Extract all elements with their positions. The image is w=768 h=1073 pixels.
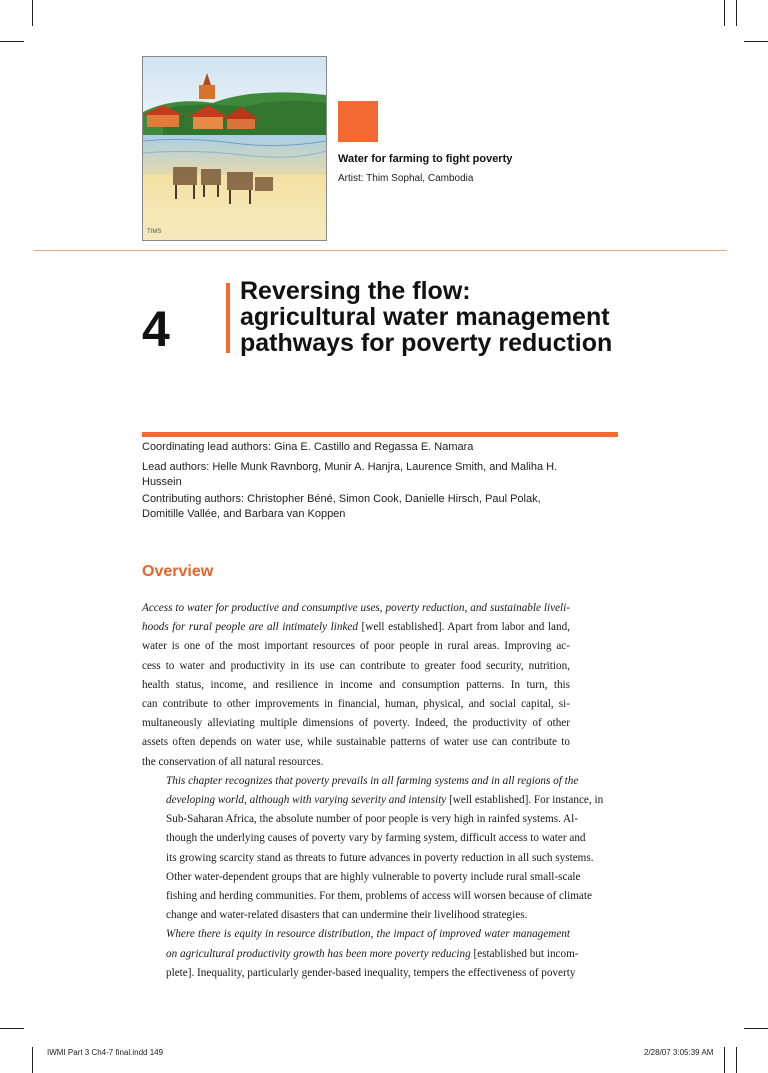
body-text-line: Access to water for productive and consumptive uses, poverty reduction, and sustainable liveli-	[142, 602, 570, 614]
illustration-caption-artist: Artist: Thim Sophal, Cambodia	[338, 173, 474, 184]
chapter-title-line: Reversing the flow:	[240, 277, 471, 305]
body-text-line: multaneously alleviating multiple dimensions of poverty. Indeed, the productivity of other	[142, 717, 570, 730]
crop-mark	[744, 41, 768, 42]
contributing-authors: Contributing authors: Christopher Béné, Simon Cook, Danielle Hirsch, Paul Polak, Domitille Vallée, and Barbara van Koppen	[142, 493, 541, 520]
body-text-line: its growing scarcity stand as threats to future advances in poverty reduction in all such systems.	[166, 851, 594, 864]
overview-paragraph-1	[142, 599, 570, 772]
crop-mark	[744, 1028, 768, 1029]
body-text-line: assets often depends on water use, while sustainable patterns of water use can contribute to	[142, 736, 570, 749]
crop-mark	[724, 0, 725, 26]
lead-authors: Lead authors: Helle Munk Ravnborg, Munir A. Hanjra, Laurence Smith, and Maliha H. Hussein	[142, 461, 558, 488]
authors-divider	[142, 432, 618, 437]
overview-body	[142, 599, 604, 983]
body-text-line: health status, income, and resilience in income and consumption patterns. In turn, this	[142, 678, 570, 691]
header-divider	[34, 250, 727, 251]
crop-mark	[32, 0, 33, 26]
body-text-line: can contribute to other improvements in financial, human, physical, and social capital, si-	[142, 698, 570, 711]
body-text-line: developing world, although with varying severity and intensity [well established]. For instance, in	[166, 794, 604, 807]
body-text-line: Sub-Saharan Africa, the absolute number of poor people is very high in rainfed systems. Al-	[166, 813, 578, 826]
crop-mark	[0, 41, 24, 42]
body-text-line: Where there is equity in resource distribution, the impact of improved water management	[166, 928, 570, 941]
crop-mark	[32, 1047, 33, 1073]
illustration-caption-title: Water for farming to fight poverty	[338, 153, 513, 165]
body-text-line: This chapter recognizes that poverty prevails in all farming systems and in all regions of the	[166, 774, 579, 787]
body-text-line: on agricultural productivity growth has been more poverty reducing [established but incom-	[166, 947, 579, 960]
overview-heading: Overview	[142, 563, 214, 580]
body-text-line: water is one of the most important resources of poor people in rural areas. Improving ac-	[142, 640, 570, 653]
artist-signature: TIMS	[147, 229, 162, 235]
title-accent-bar	[226, 283, 230, 353]
chapter-title	[240, 278, 680, 356]
footer-file-info: IWMI Part 3 Ch4-7 final.indd 149	[47, 1048, 164, 1057]
overview-paragraph-3	[142, 925, 579, 983]
body-text-line: plete]. Inequality, particularly gender-based inequality, tempers the effectiveness of poverty	[166, 966, 576, 979]
body-text-line: Other water-dependent groups that are highly vulnerable to poverty include rural small-scale	[166, 870, 581, 883]
crop-mark	[724, 1047, 725, 1073]
accent-square	[338, 101, 378, 142]
chapter-title-line: pathways for poverty reduction	[240, 329, 613, 357]
chapter-title-line: agricultural water management	[240, 303, 610, 331]
crop-mark	[736, 1047, 737, 1073]
body-text-line: hoods for rural people are all intimately linked [well established]. Apart from labor and land,	[142, 621, 570, 634]
body-text-line: change and water-related disasters that can undermine their livelihood strategies.	[166, 909, 528, 922]
village-painting	[143, 57, 326, 240]
chapter-number: 4	[142, 301, 170, 357]
chapter-illustration	[142, 56, 327, 241]
body-text-line: the conservation of all natural resources.	[142, 755, 324, 768]
body-text-line: though the underlying causes of poverty vary by farming system, difficult access to water and	[166, 832, 586, 845]
overview-paragraph-2	[142, 772, 604, 926]
crop-mark	[0, 1028, 24, 1029]
coordinating-authors: Coordinating lead authors: Gina E. Castillo and Regassa E. Namara	[142, 441, 474, 453]
footer-timestamp: 2/28/07 3:05:39 AM	[644, 1048, 714, 1057]
body-text-line: fishing and herding communities. For them, problems of access will worsen because of climate	[166, 890, 592, 903]
crop-mark	[736, 0, 737, 26]
body-text-line: cess to water and productivity in its use can contribute to greater food security, nutrition,	[142, 659, 570, 672]
